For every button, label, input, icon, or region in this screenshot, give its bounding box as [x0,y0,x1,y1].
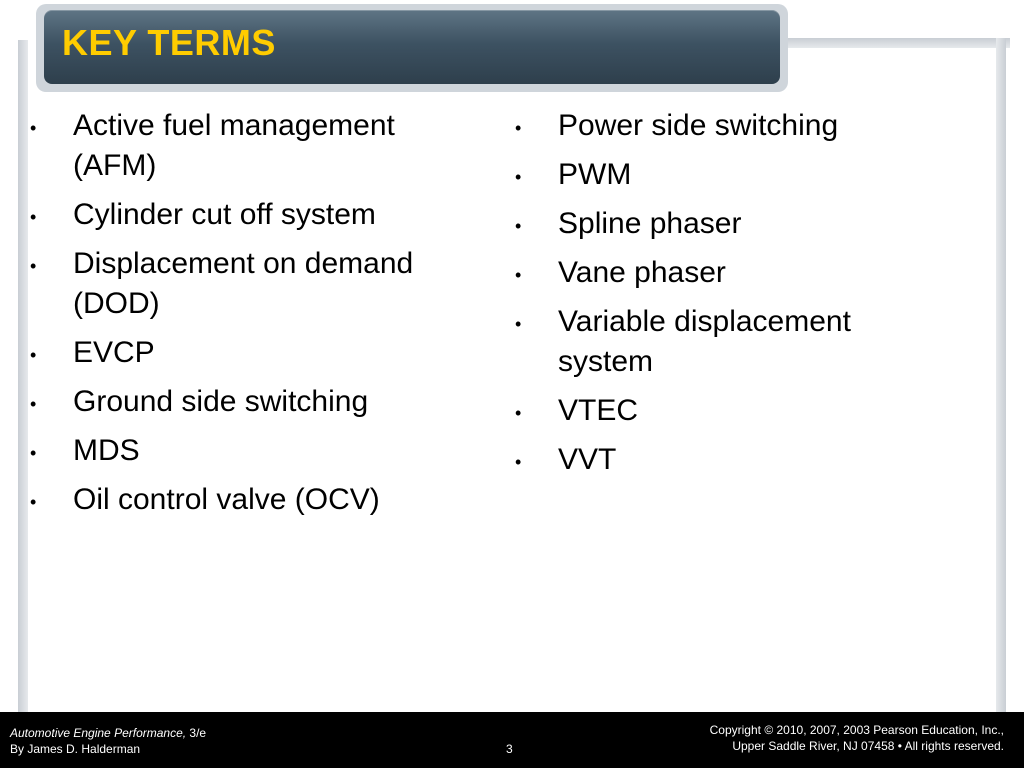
left-term-list [30,106,475,529]
term-text: MDS [73,434,140,467]
term-text: Variable displacement system [558,305,851,378]
copyright-notice [710,722,1004,754]
book-title: Automotive Engine Performance, [10,726,187,740]
bullet-icon: • [30,207,37,227]
bullet-icon: • [30,256,37,276]
term-text: VTEC [558,394,639,427]
list-item [30,333,475,373]
list-item [30,382,475,422]
page-number: 3 [506,742,513,756]
list-item [515,155,915,195]
list-item [30,244,475,324]
term-text: EVCP [73,336,155,369]
list-item [515,440,915,480]
list-item [515,253,915,293]
term-text: VVT [558,443,617,476]
term-text: Spline phaser [558,207,742,240]
book-title-line [10,725,206,741]
bullet-icon: • [515,452,522,472]
term-text: PWM [558,158,632,191]
bullet-icon: • [515,314,522,334]
term-text: Cylinder cut off system [73,198,376,231]
frame-top-border [780,38,1010,48]
bullet-icon: • [515,216,522,236]
term-text: Active fuel management (AFM) [73,109,395,182]
slide-title: KEY TERMS [62,22,276,63]
bullet-icon: • [515,118,522,138]
list-item [515,391,915,431]
list-item [30,480,475,520]
book-author: By James D. Halderman [10,742,141,756]
list-item [515,106,915,146]
bullet-icon: • [30,345,37,365]
right-term-list [515,106,915,489]
list-item [30,195,475,235]
frame-left-border [18,40,28,712]
list-item [30,431,475,471]
bullet-icon: • [515,403,522,423]
term-text: Power side switching [558,109,839,142]
bullet-icon: • [30,394,37,414]
bullet-icon: • [30,118,37,138]
bullet-icon: • [30,492,37,512]
footer-bar [0,712,1024,768]
frame-right-border [996,38,1006,712]
term-text: Ground side switching [73,385,369,418]
list-item [30,106,475,186]
bullet-icon: • [515,167,522,187]
footer-book-info [10,725,206,757]
term-text: Vane phaser [558,256,726,289]
term-text: Oil control valve (OCV) [73,483,380,516]
term-text: Displacement on demand (DOD) [73,247,414,320]
book-edition: 3/e [186,726,207,740]
bullet-icon: • [515,265,522,285]
copyright-line-1: Copyright © 2010, 2007, 2003 Pearson Education, Inc., [709,723,1004,737]
list-item [515,204,915,244]
list-item [515,302,915,382]
bullet-icon: • [30,443,37,463]
copyright-line-2: Upper Saddle River, NJ 07458 • All rights reserved. [732,739,1004,753]
